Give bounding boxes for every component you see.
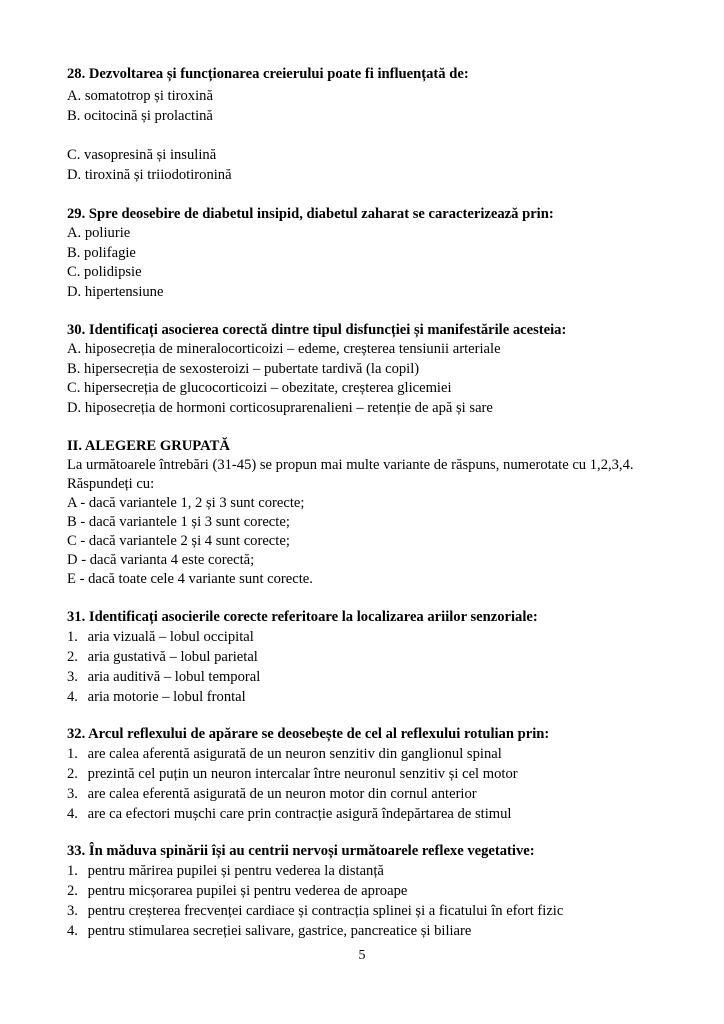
item-number: 4. [67,923,78,939]
list-item [67,883,407,900]
item-text: are calea eferentă asigurată de un neuron motor din cornul anterior [87,786,477,802]
item-text: aria motorie – lobul frontal [87,689,246,705]
section-2-heading: II. ALEGERE GRUPATĂ [67,438,230,454]
question-29-option-a: A. poliurie [67,225,131,241]
question-28-title: 28. Dezvoltarea și funcționarea creierului poate fi influențată de: [67,66,469,82]
question-30-title: 30. Identificați asocierea corectă dintre tipul disfuncției și manifestările acesteia: [67,322,567,338]
list-item [67,903,563,920]
list-item [67,669,260,686]
item-text: are ca efectori mușchi care prin contracție asigură îndepărtarea de stimul [87,806,512,822]
list-item [67,629,254,646]
question-29-option-d: D. hipertensiune [67,284,164,300]
item-text: aria auditivă – lobul temporal [87,669,261,685]
item-text: pentru creșterea frecvenței cardiace și contracția splinei și a ficatului în efort fizic [87,903,564,919]
item-text: pentru micșorarea pupilei și pentru vederea de aproape [87,883,408,899]
question-28-option-c: C. vasopresină și insulină [67,147,217,163]
item-number: 3. [67,786,78,802]
question-28-option-d: D. tiroxină și triiodotironină [67,167,232,183]
item-text: pentru mărirea pupilei și pentru vederea la distanță [87,863,384,879]
item-number: 3. [67,903,78,919]
question-31-title: 31. Identificați asocierile corecte referitoare la localizarea ariilor senzoriale: [67,609,538,625]
section-2-intro: La următoarele întrebări (31-45) se propun mai multe variante de răspuns, numerotate cu 1,2,3,4. [67,457,634,473]
list-item [67,766,518,783]
section-2-instruction: Răspundeți cu: [67,476,155,492]
question-28-option-a: A. somatotrop și tiroxină [67,88,213,104]
section-2-rule-e: E - dacă toate cele 4 variante sunt corecte. [67,571,313,587]
section-2-rule-b: B - dacă variantele 1 și 3 sunt corecte; [67,514,290,530]
list-item [67,786,477,803]
list-item [67,689,246,706]
list-item [67,863,384,880]
item-number: 2. [67,649,78,665]
item-text: aria vizuală – lobul occipital [87,629,254,645]
item-number: 3. [67,669,78,685]
question-30-option-c: C. hipersecreția de glucocorticoizi – obezitate, creșterea glicemiei [67,380,452,396]
item-number: 1. [67,746,78,762]
list-item [67,746,502,763]
section-2-rule-d: D - dacă varianta 4 este corectă; [67,552,255,568]
question-29-option-b: B. polifagie [67,245,136,261]
question-33-title: 33. În măduva spinării își au centrii nervoși următoarele reflexe vegetative: [67,843,535,859]
question-28-option-b: B. ocitocină și prolactină [67,108,213,124]
item-number: 1. [67,863,78,879]
item-text: aria gustativă – lobul parietal [87,649,258,665]
question-30-option-b: B. hipersecreția de sexosteroizi – pubertate tardivă (la copil) [67,361,420,377]
list-item [67,923,471,940]
question-32-title: 32. Arcul reflexului de apărare se deosebește de cel al reflexului rotulian prin: [67,726,550,742]
item-number: 1. [67,629,78,645]
item-text: prezintă cel puțin un neuron intercalar între neuronul senzitiv și cel motor [87,766,518,782]
item-number: 2. [67,766,78,782]
list-item [67,806,511,823]
item-number: 4. [67,689,78,705]
item-text: are calea aferentă asigurată de un neuron senzitiv din ganglionul spinal [87,746,502,762]
question-30-option-d: D. hiposecreția de hormoni corticosuprarenalieni – retenție de apă și sare [67,400,493,416]
question-29-option-c: C. polidipsie [67,264,142,280]
page-number: 5 [358,948,366,963]
section-2-rule-c: C - dacă variantele 2 și 4 sunt corecte; [67,533,290,549]
section-2-rule-a: A - dacă variantele 1, 2 și 3 sunt corecte; [67,495,305,511]
item-text: pentru stimularea secreției salivare, gastrice, pancreatice și biliare [87,923,472,939]
item-number: 4. [67,806,78,822]
list-item [67,649,258,666]
question-29-title: 29. Spre deosebire de diabetul insipid, diabetul zaharat se caracterizează prin: [67,206,554,222]
question-30-option-a: A. hiposecreția de mineralocorticoizi – edeme, creșterea tensiunii arteriale [67,341,501,357]
item-number: 2. [67,883,78,899]
